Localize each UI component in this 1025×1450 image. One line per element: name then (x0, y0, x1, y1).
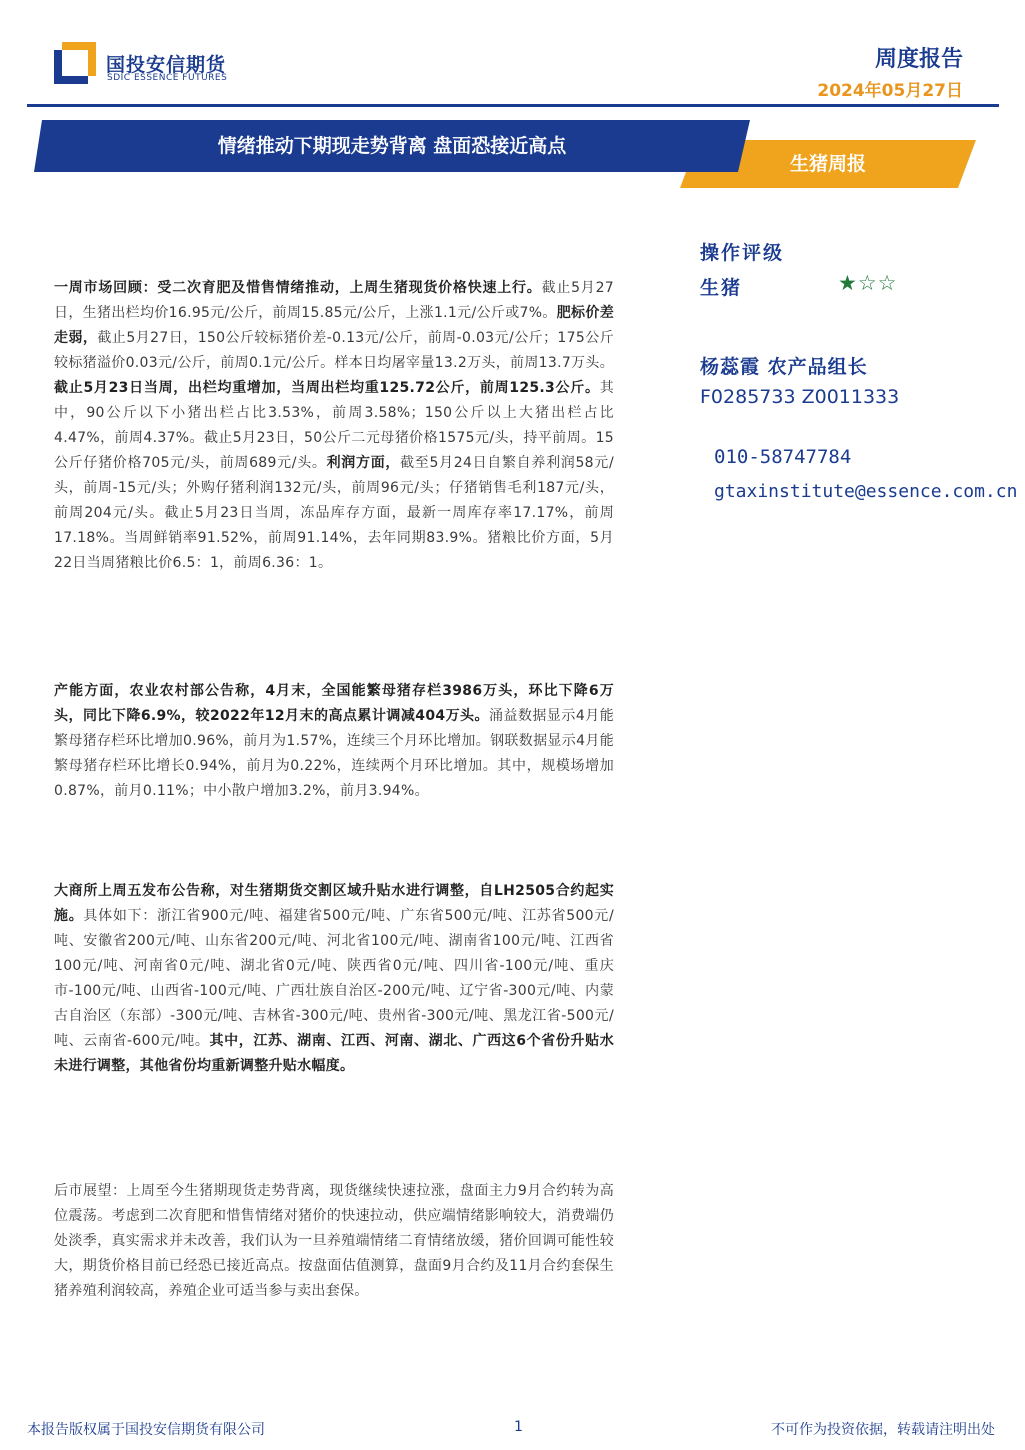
footer-disclaimer: 不可作为投资依据，转载请注明出处 (771, 1422, 995, 1438)
report-date: 2024年05月27日 (817, 81, 963, 101)
contact-email[interactable]: gtaxinstitute@essence.com.cn (714, 481, 1018, 502)
report-type: 周度报告 (874, 47, 963, 72)
report-title: 情绪推动下期现走势背离 盘面恐接近高点 (217, 135, 567, 157)
rating-title: 操作评级 (700, 242, 785, 264)
analyst-certificates: F0285733 Z0011333 (700, 386, 900, 408)
footer-page-number: 1 (514, 1419, 523, 1435)
footer-copyright: 本报告版权属于国投安信期货有限公司 (27, 1422, 265, 1438)
logo-company-name-en: SDIC ESSENCE FUTURES (107, 73, 228, 83)
report-tag: 生猪周报 (789, 153, 866, 175)
header-divider (27, 104, 999, 107)
paragraph-outlook: 后市展望：上周至今生猪期现货走势背离，现货继续快速拉涨，盘面主力9月合约转为高位震荡。考虑到二次育肥和惜售情绪对猪价的快速拉动，供应端情绪影响较大，消费端仍处淡季，真实需求并未改善，我们认为一旦养殖端情绪二育情绪放缓，猪价回调可能性较大，期货价格目前已经恐已接近高点。按盘面估值测算，盘面9月合约及11月合约套保生猪养殖利润较高，养殖企业可适当参与卖出套保。 (54, 1183, 614, 1299)
contact-phone: 010-58747784 (714, 446, 852, 468)
analyst-name: 杨蕊霞 农产品组长 (700, 356, 868, 378)
paragraph-exchange-notice: 大商所上周五发布公告称，对生猪期货交割区域升贴水进行调整，自LH2505合约起实施。具体如下：浙江省900元/吨、福建省500元/吨、广东省500元/吨、江苏省500元/吨、安徽省200元/吨、山东省200元/吨、河北省100元/吨、湖南省100元/吨、江西省100元/吨、河南省0元/吨、湖北省0元/吨、陕西省0元/吨、四川省-100元/吨、重庆市-100元/吨、山西省-100元/吨、广西壮族自治区-200元/吨、辽宁省-300元/吨、内蒙古自治区（东部）-300元/吨、吉林省-300元/吨、贵州省-300元/吨、黑龙江省-500元/吨、云南省-600元/吨。其中，江苏、湖南、江西、河南、湖北、广西这6个省份升贴水未进行调整，其他省份均重新调整升贴水幅度。 (54, 883, 615, 1074)
rating-product: 生猪 (700, 277, 743, 299)
logo-mark-icon (54, 42, 96, 84)
rating-stars-icon: ★☆☆ (838, 271, 898, 295)
paragraph-market-review: 一周市场回顾：受二次育肥及惜售情绪推动，上周生猪现货价格快速上行。截止5月27日，生猪出栏均价16.95元/公斤，前周15.85元/公斤，上涨1.1元/公斤或7%。肥标价差走弱，截止5月27日，150公斤较标猪价差-0.13元/公斤，前周-0.03元/公斤；175公斤较标猪溢价0.03元/公斤，前周0.1元/公斤。样本日均屠宰量13.2万头，前周13.7万头。截止5月23日当周，出栏均重增加，当周出栏均重125.72公斤，前周125.3公斤。其中，90公斤以下小猪出栏占比3.53%，前周3.58%；150公斤以上大猪出栏占比4.47%，前周4.37%。截止5月23日，50公斤二元母猪价格1575元/头，持平前周。15公斤仔猪价格705元/头，前周689元/头。利润方面，截至5月24日自繁自养利润58元/头，前周-15元/头；外购仔猪利润132元/头，前周96元/头；仔猪销售毛利187元/头，前周204元/头。截止5月23日当周，冻品库存方面，最新一周库存率17.17%，前周17.18%。当周鲜销率91.52%，前周91.14%，去年同期83.9%。猪粮比价方面，5月22日当周猪粮比价6.5：1，前周6.36：1。 (54, 280, 614, 571)
logo-company-name: 国投安信期货 (106, 54, 227, 76)
paragraph-capacity: 产能方面，农业农村部公告称，4月末，全国能繁母猪存栏3986万头，环比下降6万头，同比下降6.9%，较2022年12月末的高点累计调减404万头。涌益数据显示4月能繁母猪存栏环比增加0.96%，前月为1.57%，连续三个月环比增加。钢联数据显示4月能繁母猪存栏环比增长0.94%，前月为0.22%，连续两个月环比增加。其中，规模场增加0.87%，前月0.11%；中小散户增加3.2%，前月3.94%。 (54, 683, 615, 799)
